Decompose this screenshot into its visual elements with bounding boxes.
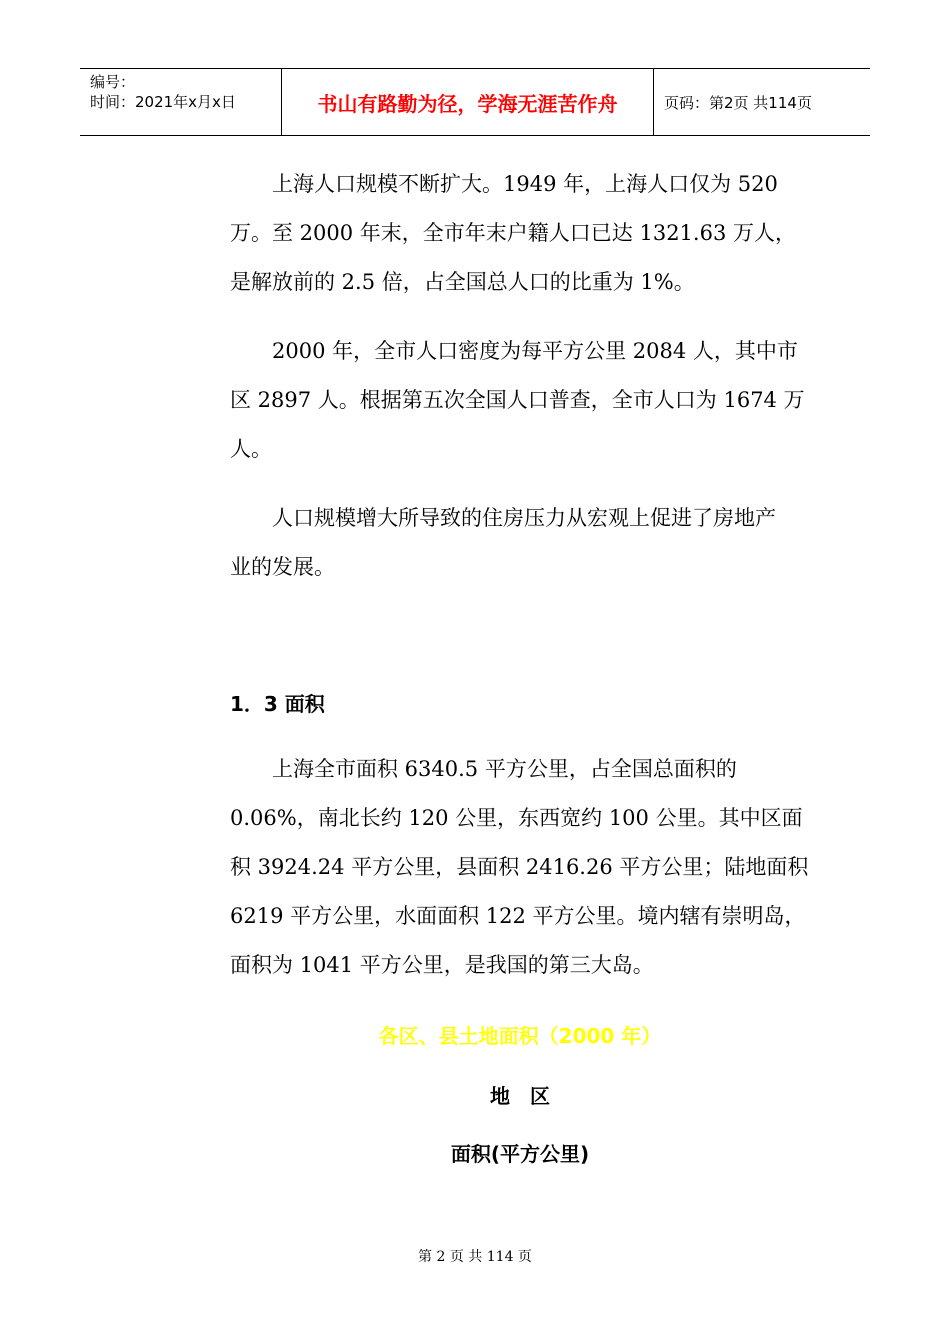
- text-line: 区 2897 人。根据第五次全国人口普查，全市人口为 1674 万: [230, 388, 805, 412]
- text-line: 上海人口规模不断扩大。1949 年，上海人口仅为 520: [230, 172, 778, 196]
- header-info-cell: [80, 69, 282, 135]
- paragraph-population-scale: [230, 160, 810, 307]
- text-line: 积 3924.24 平方公里，县面积 2416.26 平方公里；陆地面积: [230, 855, 809, 879]
- text-line: 是解放前的 2.5 倍，占全国总人口的比重为 1%。: [230, 270, 695, 294]
- header-page-label: 页码：第2页 共114页: [664, 93, 812, 112]
- page-footer: 第 2 页 共 114 页: [418, 1249, 532, 1265]
- table-column-region: 地 区: [490, 1084, 550, 1108]
- text-line: 人。: [230, 437, 272, 461]
- section-heading-area: 1．3 面积: [230, 692, 325, 716]
- paragraph-housing-pressure: [230, 494, 810, 592]
- paragraph-area: [230, 745, 810, 990]
- text-line: 面积为 1041 平方公里，是我国的第三大岛。: [230, 953, 654, 977]
- text-line: 人口规模增大所导致的住房压力从宏观上促进了房地产: [230, 506, 776, 530]
- text-line: 0.06%，南北长约 120 公里，东西宽约 100 公里。其中区面: [230, 806, 803, 830]
- table-column-area: 面积(平方公里): [450, 1142, 590, 1166]
- table-title: 各区、县土地面积（2000 年）: [378, 1024, 662, 1048]
- text-line: 业的发展。: [230, 555, 335, 579]
- text-line: 上海全市面积 6340.5 平方公里，占全国总面积的: [230, 757, 737, 781]
- header-number-label: 编号：: [90, 73, 136, 91]
- header-motto: 书山有路勤为径，学海无涯苦作舟: [282, 69, 654, 135]
- header-time-label: 时间：2021年x月x日: [90, 93, 236, 111]
- text-line: 万。至 2000 年末，全市年末户籍人口已达 1321.63 万人，: [230, 221, 796, 245]
- text-line: 6219 平方公里，水面面积 122 平方公里。境内辖有崇明岛，: [230, 904, 806, 928]
- text-line: 2000 年，全市人口密度为每平方公里 2084 人，其中市: [230, 339, 798, 363]
- page-header: [80, 68, 870, 136]
- paragraph-population-density: [230, 327, 810, 474]
